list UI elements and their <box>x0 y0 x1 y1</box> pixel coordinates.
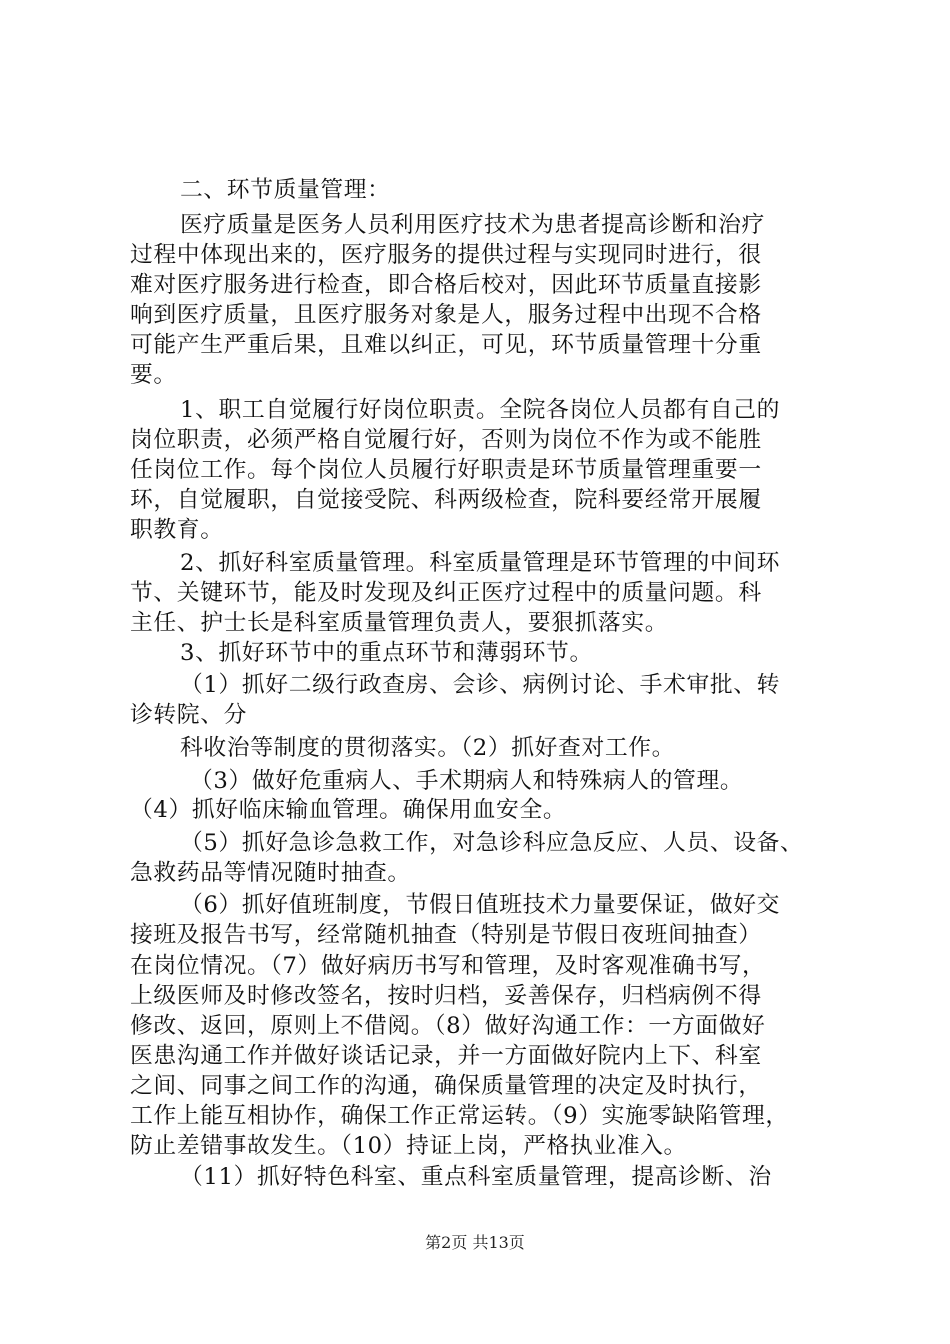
paragraph-line: 诊转院、分 <box>130 702 247 728</box>
paragraph-line: 岗位职责，必须严格自觉履行好，否则为岗位不作为或不能胜 <box>130 427 762 453</box>
paragraph-line: 难对医疗服务进行检查，即合格后校对，因此环节质量直接影 <box>130 272 762 298</box>
paragraph-line: （1）抓好二级行政查房、会诊、病例讨论、手术审批、转 <box>180 672 781 698</box>
paragraph-line: 修改、返回，原则上不借阅。（8）做好沟通工作：一方面做好 <box>130 1013 766 1039</box>
paragraph-line: 职教育。 <box>130 517 224 543</box>
paragraph-line: （6）抓好值班制度，节假日值班技术力量要保证，做好交 <box>180 892 781 918</box>
paragraph-line: 2、抓好科室质量管理。科室质量管理是环节管理的中间环 <box>180 550 781 576</box>
section-heading: 二、环节质量管理： <box>180 177 391 203</box>
paragraph-line: 响到医疗质量，且医疗服务对象是人，服务过程中出现不合格 <box>130 302 762 328</box>
paragraph-line: 节、关键环节，能及时发现及纠正医疗过程中的质量问题。科 <box>130 580 762 606</box>
paragraph-line: 防止差错事故发生。（10）持证上岗，严格执业准入。 <box>130 1133 687 1159</box>
paragraph-line: 科收治等制度的贯彻落实。（2）抓好查对工作。 <box>180 735 676 761</box>
page-footer: 第2页 共13页 <box>425 1233 525 1252</box>
paragraph-line: 工作上能互相协作，确保工作正常运转。（9）实施零缺陷管理， <box>130 1103 789 1129</box>
paragraph-line: 3、抓好环节中的重点环节和薄弱环节。 <box>180 640 593 666</box>
paragraph-line: 主任、护士长是科室质量管理负责人，要狠抓落实。 <box>130 610 669 636</box>
paragraph-line: 环，自觉履职，自觉接受院、科两级检查，院科要经常开展履 <box>130 487 762 513</box>
paragraph-line: 可能产生严重后果，且难以纠正，可见，环节质量管理十分重 <box>130 332 762 358</box>
paragraph-line: 之间、同事之间工作的沟通，确保质量管理的决定及时执行， <box>130 1073 762 1099</box>
paragraph-line: 过程中体现出来的，医疗服务的提供过程与实现同时进行，很 <box>130 242 762 268</box>
paragraph-line: 上级医师及时修改签名，按时归档，妥善保存，归档病例不得 <box>130 983 762 1009</box>
paragraph-line: 任岗位工作。每个岗位人员履行好职责是环节质量管理重要一 <box>130 457 762 483</box>
paragraph-line: 接班及报告书写，经常随机抽查（特别是节假日夜班间抽查） <box>130 922 762 948</box>
paragraph-line: （3）做好危重病人、手术期病人和特殊病人的管理。 <box>190 768 744 794</box>
paragraph-line: （5）抓好急诊急救工作，对急诊科应急反应、人员、设备、 <box>180 830 804 856</box>
paragraph-line: 急救药品等情况随时抽查。 <box>130 860 411 886</box>
paragraph-line: 在岗位情况。（7）做好病历书写和管理，及时客观准确书写， <box>130 953 766 979</box>
paragraph-line: （11）抓好特色科室、重点科室质量管理，提高诊断、治 <box>180 1164 772 1190</box>
paragraph-line: （4）抓好临床输血管理。确保用血安全。 <box>130 797 567 823</box>
paragraph-line: 要。 <box>130 362 177 388</box>
paragraph-line: 医疗质量是医务人员利用医疗技术为患者提高诊断和治疗 <box>180 212 765 238</box>
paragraph-line: 医患沟通工作并做好谈话记录，并一方面做好院内上下、科室 <box>130 1043 762 1069</box>
paragraph-line: 1、职工自觉履行好岗位职责。全院各岗位人员都有自己的 <box>180 397 781 423</box>
